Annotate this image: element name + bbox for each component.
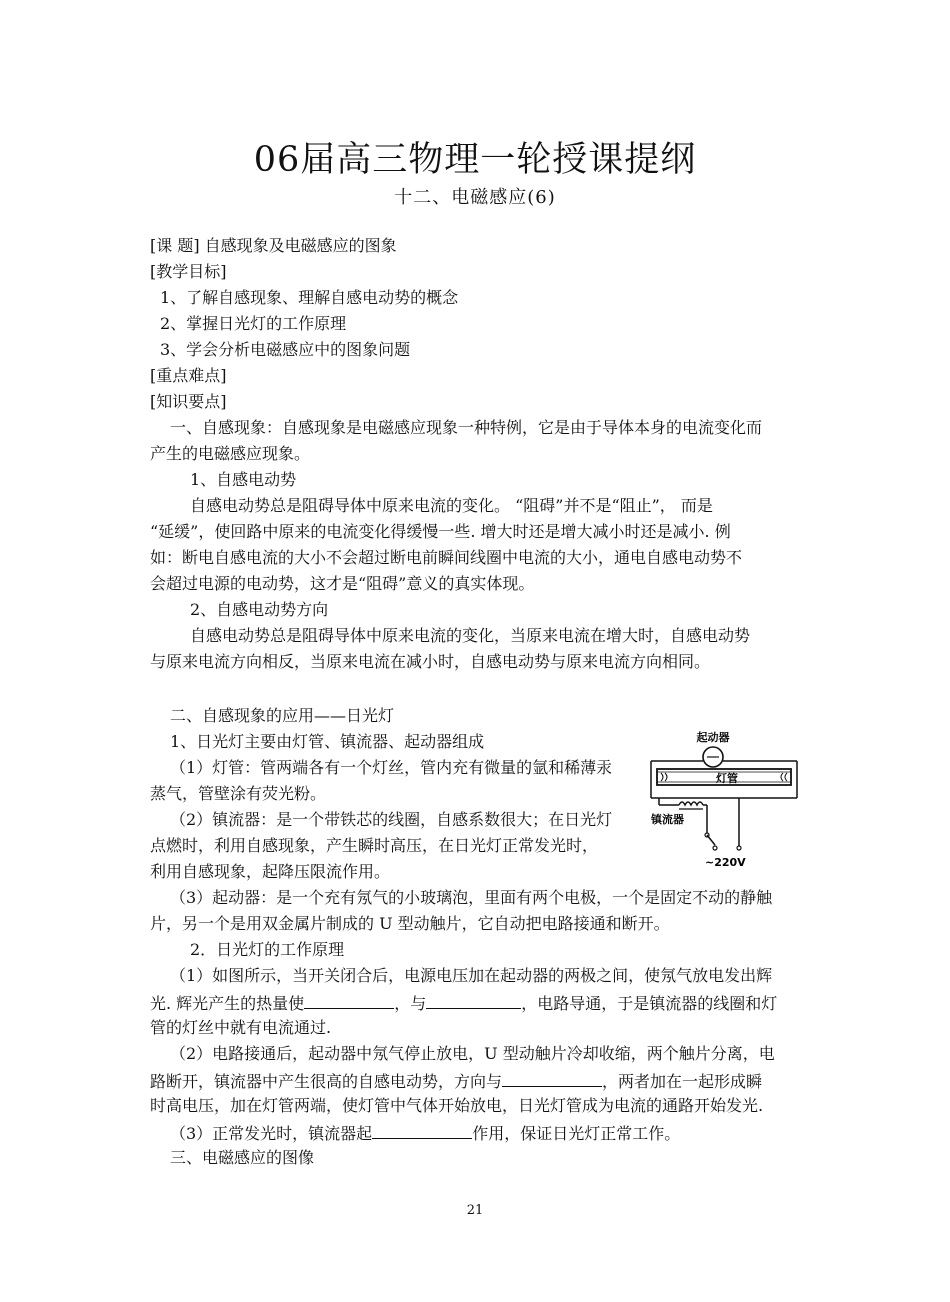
goal-item: 1、了解自感现象、理解自感电动势的概念 [160, 288, 459, 307]
ballast-label: 镇流器 [651, 813, 684, 826]
text-fragment: 光. 辉光产生的热量使 [150, 994, 305, 1013]
paragraph-line: （1）灯管：管两端各有一个灯丝，管内充有微量的氩和稀薄汞 [170, 758, 613, 777]
paragraph-line: 利用自感现象，起降压限流作用。 [150, 862, 391, 881]
filament-left-icon [661, 773, 667, 781]
text-fragment: （3）正常发光时，镇流器起 [170, 1124, 373, 1143]
fill-in-line [150, 992, 777, 1014]
subheading: 2．日光灯的工作原理 [190, 940, 345, 959]
goal-item: 2、掌握日光灯的工作原理 [160, 314, 347, 333]
key-points-heading: [重点难点] [150, 366, 227, 385]
paragraph-line: （3）起动器：是一个充有氖气的小玻璃泡，里面有两个电极，一个是固定不动的静触 [170, 888, 773, 907]
paragraph-line: 点燃时，利用自感现象，产生瞬时高压，在日光灯正常发光时， [150, 836, 599, 855]
paragraph-line: （1）如图所示，当开关闭合后，电源电压加在起动器的两极之间，使氖气放电发出辉 [170, 966, 773, 985]
answer-blank[interactable] [304, 992, 394, 1009]
starter-label: 起动器 [696, 731, 730, 744]
paragraph-line: 自感电动势总是阻碍导体中原来电流的变化。 “阻碍”并不是“阻止”， 而是 [190, 496, 713, 515]
subheading: 2、自感电动势方向 [190, 600, 329, 619]
section-heading: 二、自感现象的应用——日光灯 [170, 706, 395, 725]
text-fragment: ，两者加在一起形成瞬 [602, 1072, 763, 1091]
paragraph-line: 管的灯丝中就有电流通过. [150, 1018, 332, 1037]
paragraph-line: 自感电动势总是阻碍导体中原来电流的变化，当原来电流在增大时，自感电动势 [190, 626, 751, 645]
section-heading: 三、电磁感应的图像 [170, 1148, 315, 1167]
paragraph-line: 如：断电自感电流的大小不会超过断电前瞬间线圈中电流的大小，通电自感电动势不 [150, 548, 743, 567]
answer-blank[interactable] [502, 1070, 602, 1087]
section-subtitle: 十二、电磁感应(6) [394, 187, 556, 208]
goals-heading: [教学目标] [150, 262, 227, 281]
filament-right-icon [781, 773, 787, 781]
fill-in-line [170, 1122, 680, 1144]
text-fragment: 路断开，镇流器中产生很高的自感电动势，方向与 [150, 1072, 503, 1091]
text-fragment: 作用，保证日光灯正常工作。 [472, 1124, 681, 1143]
knowledge-heading: [知识要点] [150, 392, 227, 411]
paragraph-line: 与原来电流方向相反，当原来电流在减小时，自感电动势与原来电流方向相同。 [150, 652, 711, 671]
text-fragment: ，与 [394, 994, 427, 1013]
subheading: 1、自感电动势 [190, 470, 297, 489]
answer-blank[interactable] [372, 1122, 472, 1139]
paragraph-line: 一、自感现象：自感现象是电磁感应现象一种特例，它是由于导体本身的电流变化而 [170, 418, 763, 437]
voltage-label: ~220V [705, 856, 746, 869]
paragraph-line: 1、日光灯主要由灯管、镇流器、起动器组成 [170, 732, 485, 751]
paragraph-line: “延缓”，使回路中原来的电流变化得缓慢一些. 增大时还是增大减小时还是减小. 例 [150, 522, 731, 541]
tube-label: 灯管 [716, 772, 738, 785]
paragraph-line: 片，另一个是用双金属片制成的 U 型动触片，它自动把电路接通和断开。 [150, 914, 670, 933]
terminal [713, 846, 717, 850]
paragraph-line: （2）镇流器：是一个带铁芯的线圈，自感系数很大；在日光灯 [170, 810, 613, 829]
topic-line: [课 题] 自感现象及电磁感应的图象 [150, 236, 397, 255]
fluorescent-lamp-circuit-diagram [647, 727, 807, 877]
page-title: 06届高三物理一轮授课提纲 [253, 140, 697, 180]
switch-icon[interactable] [707, 835, 715, 845]
fill-in-line [150, 1070, 762, 1092]
answer-blank[interactable] [426, 992, 521, 1009]
goal-item: 3、学会分析电磁感应中的图象问题 [160, 340, 411, 359]
paragraph-line: 会超过电源的电动势，这才是“阻碍”意义的真实体现。 [150, 574, 535, 593]
paragraph-line: 产生的电磁感应现象。 [150, 444, 311, 463]
text-fragment: ，电路导通，于是镇流器的线圈和灯 [521, 994, 778, 1013]
paragraph-line: （2）电路接通后，起动器中氖气停止放电，U 型动触片冷却收缩，两个触片分离，电 [170, 1044, 775, 1063]
terminal [737, 846, 741, 850]
paragraph-line: 蒸气，管壁涂有荧光粉。 [150, 784, 327, 803]
page-number: 21 [466, 1203, 484, 1218]
ballast-coil-icon [679, 802, 703, 805]
paragraph-line: 时高电压，加在灯管两端，使灯管中气体开始放电，日光灯管成为电流的通路开始发光. [150, 1096, 764, 1115]
